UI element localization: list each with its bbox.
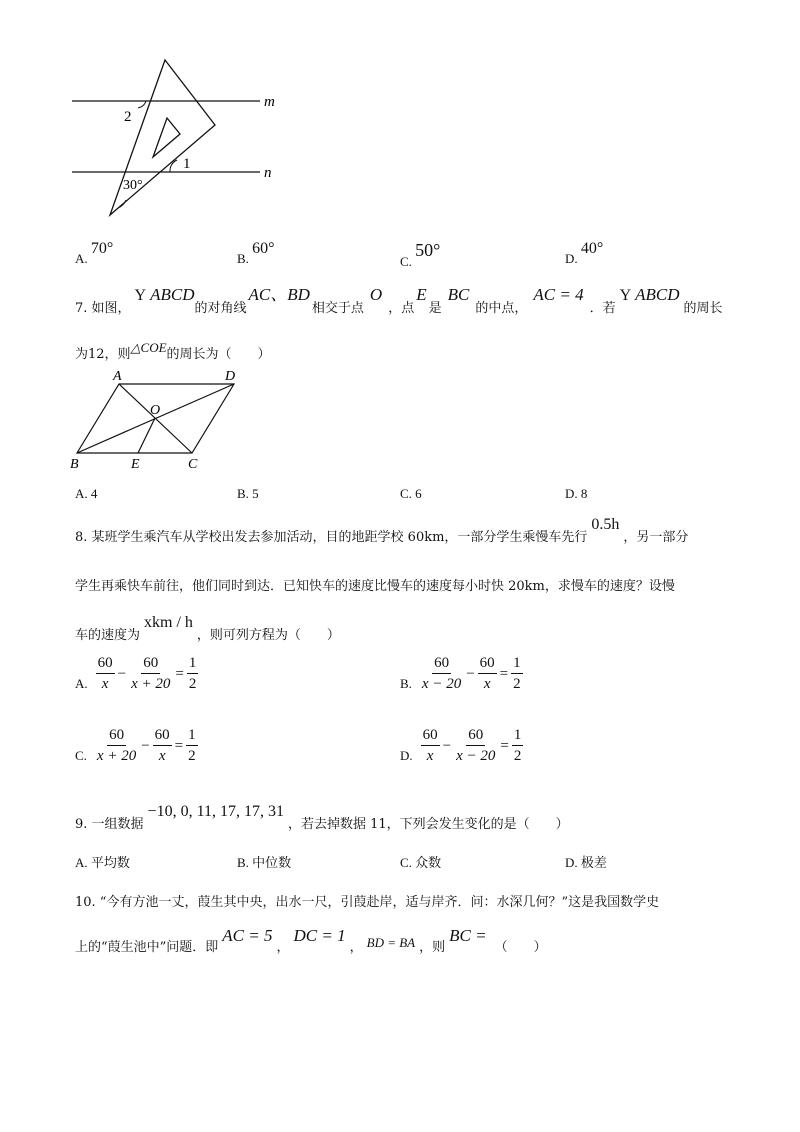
q9-stem: 9. 一组数据−10, 0, 11, 17, 17, 31，若去掉数据 11，下列会发生变化的是（ ） bbox=[75, 803, 569, 832]
label-n: n bbox=[264, 165, 272, 181]
q7-option-c: C. 6 bbox=[400, 486, 422, 501]
q7-option-d: D. 8 bbox=[565, 486, 588, 501]
q8-option-a: A. $\frac{60}{x}$ − $\frac{60}{x + 20}$ = $\frac{1}{2}$ bbox=[75, 655, 197, 692]
label-vertex-c: C bbox=[188, 457, 198, 472]
q10-stem-line2: 上的“葭生池中”问题．即AC = 5，DC = 1， BD = BA ，则BC =（ ） bbox=[75, 926, 547, 955]
label-point-o: O bbox=[150, 403, 161, 418]
label-vertex-a: A bbox=[113, 369, 122, 384]
q9-option-b: B. 中位数 bbox=[237, 855, 292, 870]
q7-stem-line2: 为12，则△COE的周长为（ ） bbox=[75, 340, 271, 362]
set-square-inner bbox=[153, 118, 180, 157]
parallelogram-figure bbox=[68, 368, 258, 473]
q9-option-a: A. 平均数 bbox=[75, 855, 130, 870]
q6-option-c: C. 50° bbox=[400, 240, 441, 269]
q8-stem-line3: 车的速度为xkm / h，则可列方程为（ ） bbox=[75, 614, 340, 643]
label-angle-2: 2 bbox=[124, 109, 132, 125]
q10-stem-line1: 10. “今有方池一丈，葭生其中央，出水一尺，引葭赴岸，适与岸齐．问：水深几何？”这是我国数学史 bbox=[75, 895, 660, 910]
q7-stem-line1: 7. 如图，Y ABCD的对角线AC、BD相交于点O，点E是BC的中点，AC = 4．若Y ABCD的周长 bbox=[75, 285, 723, 316]
q9-option-d: D. 极差 bbox=[565, 855, 607, 870]
angle-2-arc bbox=[138, 101, 146, 108]
q6-option-d: D. 40° bbox=[565, 240, 604, 266]
q9-option-c: C. 众数 bbox=[400, 855, 442, 870]
parallel-lines-triangle-figure bbox=[60, 50, 300, 230]
q7-option-a: A. 4 bbox=[75, 486, 98, 501]
label-point-e: E bbox=[131, 457, 140, 472]
label-vertex-b: B bbox=[70, 457, 79, 472]
label-angle-30: 30° bbox=[123, 178, 143, 193]
segment-oe bbox=[138, 418, 155, 453]
label-m: m bbox=[264, 94, 275, 110]
q8-option-b: B. $\frac{60}{x - 20}$ − $\frac{60}{x}$ = $\frac{1}{2}$ bbox=[400, 655, 521, 692]
label-angle-1: 1 bbox=[183, 156, 191, 172]
q8-stem-line1: 8. 某班学生乘汽车从学校出发去参加活动，目的地距学校 60km，一部分学生乘慢车先行0.5h，另一部分 bbox=[75, 516, 689, 545]
q6-option-a: A. 70° bbox=[75, 240, 114, 266]
q6-option-b: B. 60° bbox=[237, 240, 275, 266]
diagonal-bd bbox=[77, 384, 234, 453]
q7-option-b: B. 5 bbox=[237, 486, 259, 501]
q8-option-d: D. $\frac{60}{x}$ − $\frac{60}{x - 20}$ = $\frac{1}{2}$ bbox=[400, 727, 522, 764]
q8-stem-line2: 学生再乘快车前往，他们同时到达．已知快车的速度比慢车的速度每小时快 20km，求慢车的速度？设慢 bbox=[75, 579, 675, 594]
angle-1-arc bbox=[170, 160, 177, 172]
q8-option-c: C. $\frac{60}{x + 20}$ − $\frac{60}{x}$ = $\frac{1}{2}$ bbox=[75, 727, 196, 764]
label-vertex-d: D bbox=[225, 369, 236, 384]
